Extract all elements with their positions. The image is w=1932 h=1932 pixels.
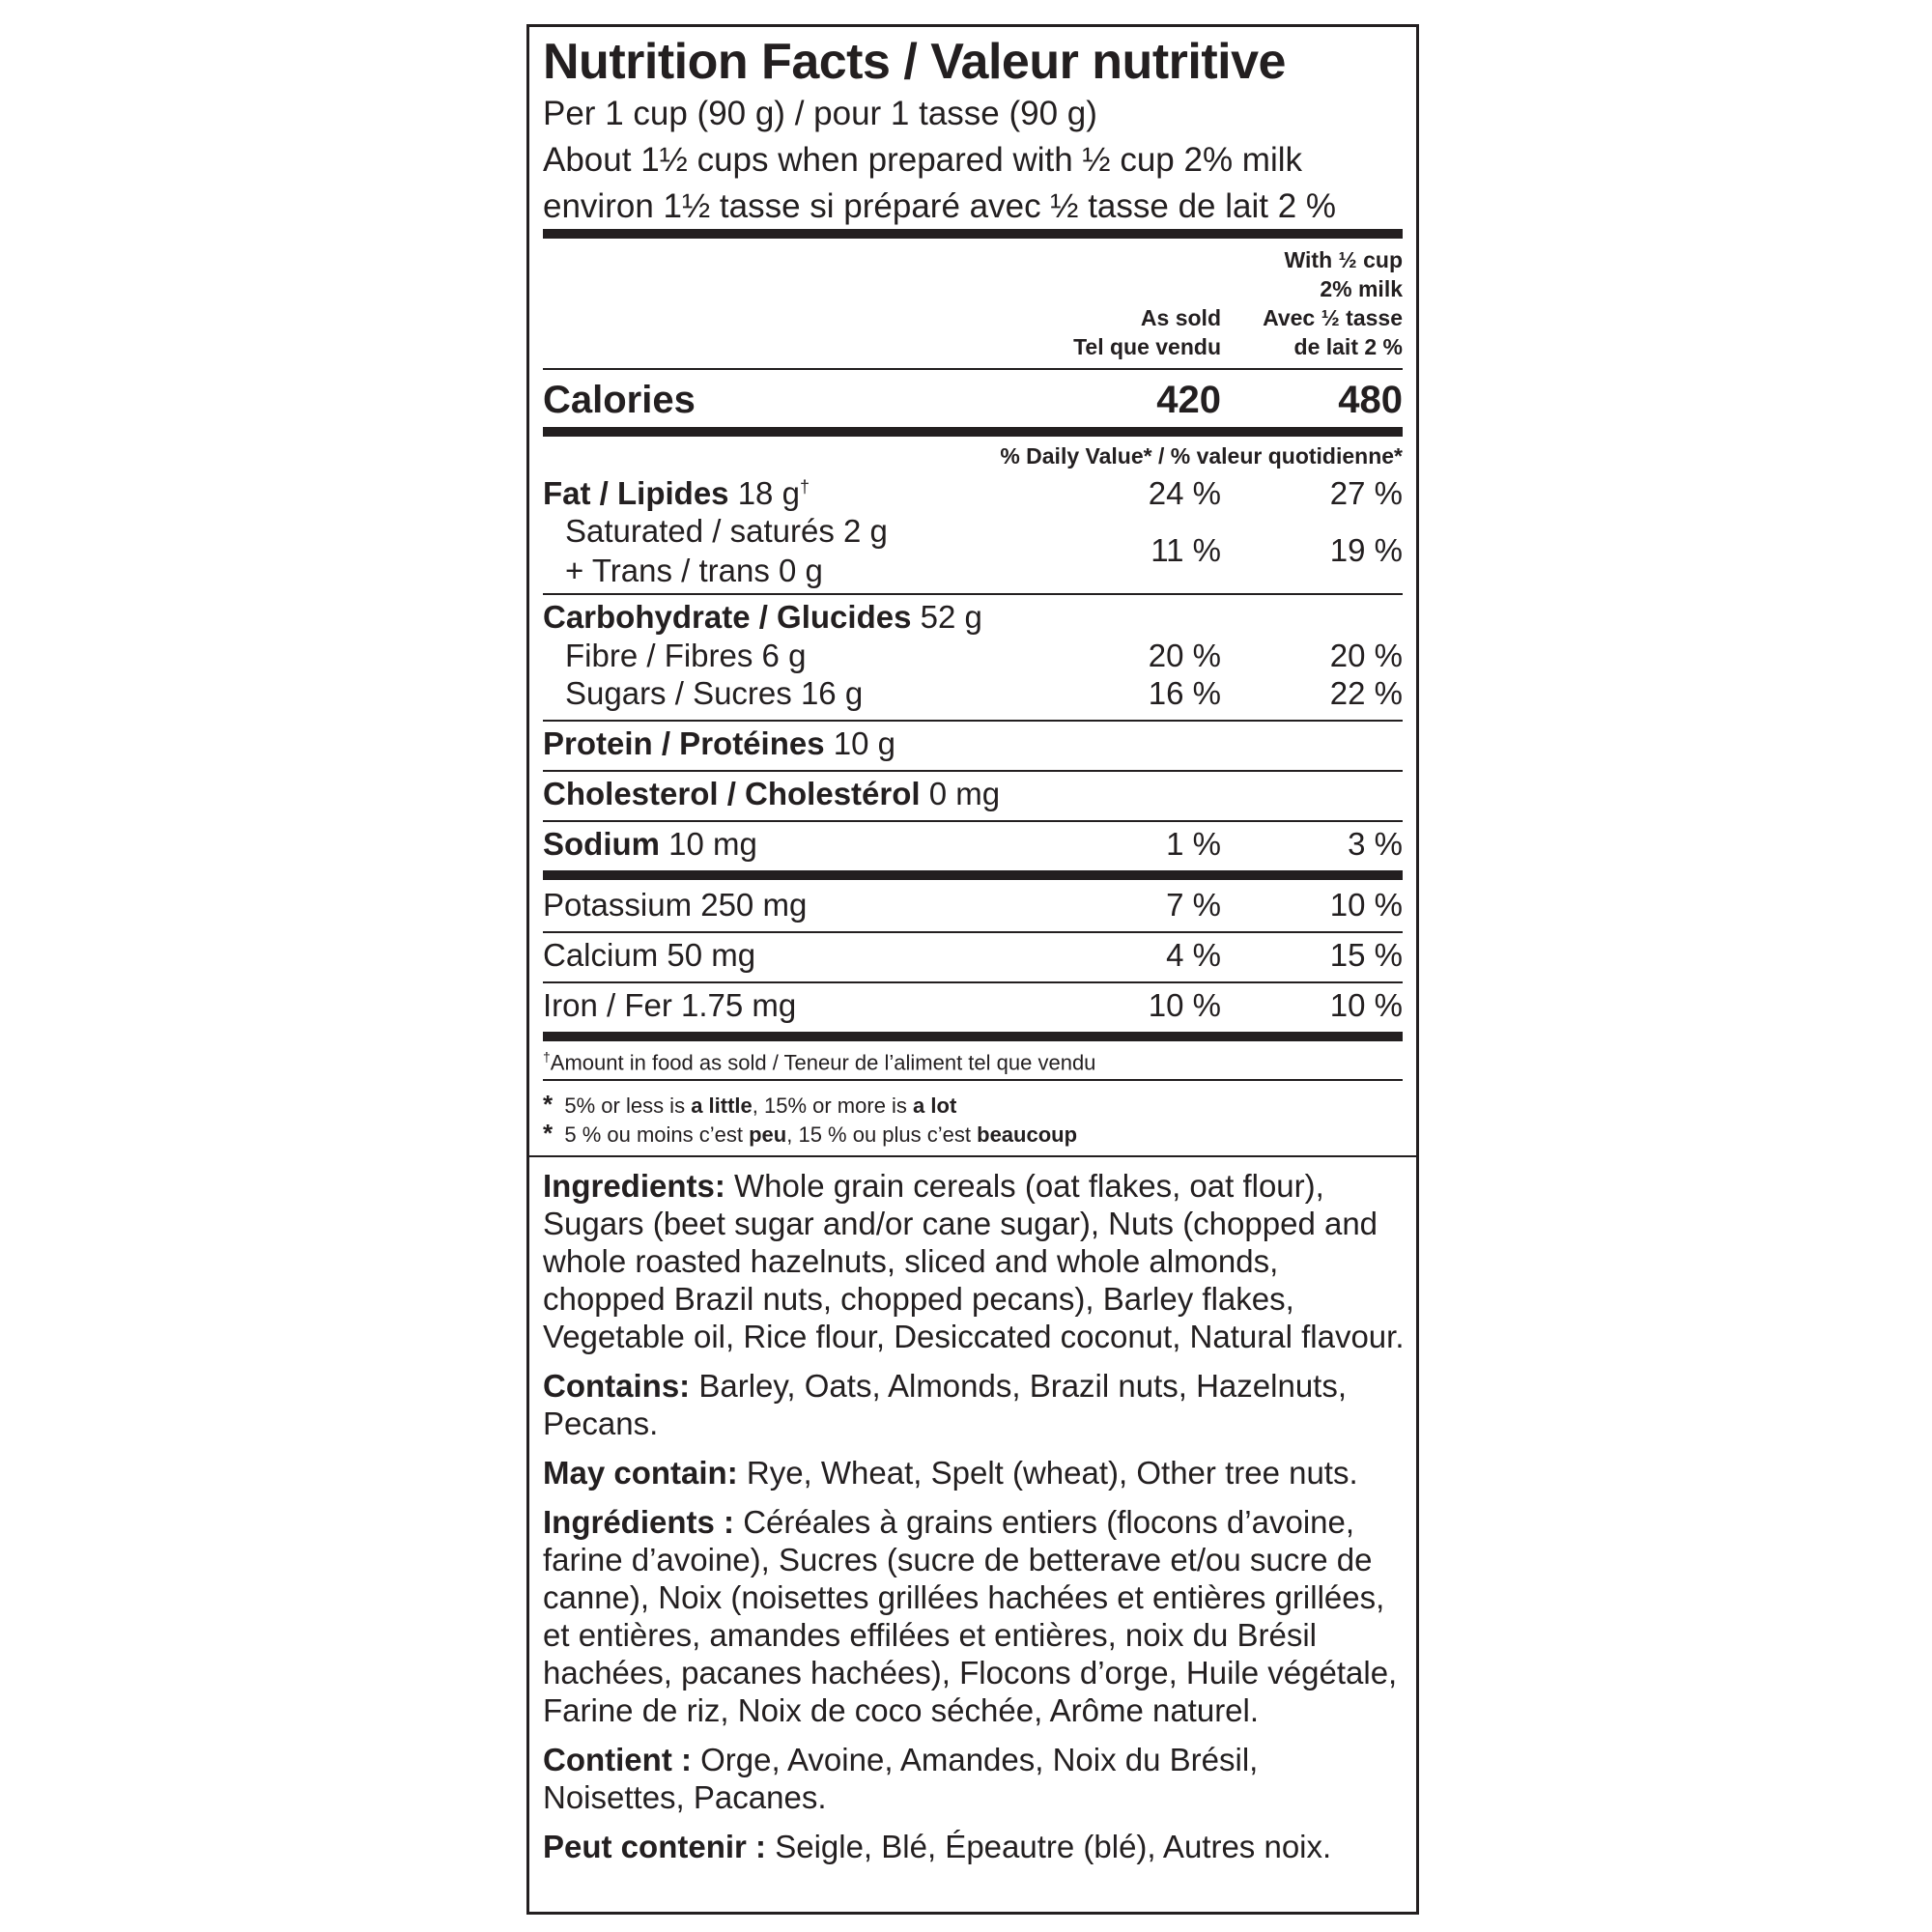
prepared-note-fr: environ 1½ tasse si préparé avec ½ tasse de lait 2 % <box>543 187 1337 225</box>
thick-divider <box>543 1032 1403 1041</box>
thick-divider <box>543 870 1403 880</box>
calories-with-milk: 480 <box>1338 379 1403 421</box>
iron-with-milk: 10 % <box>1329 987 1403 1023</box>
divider <box>543 770 1403 772</box>
saturated-as-sold: 11 % <box>1151 532 1221 568</box>
fibre-with-milk: 20 % <box>1329 638 1403 673</box>
divider <box>543 981 1403 983</box>
ingredients-fr: Ingrédients : Céréales à grains entiers (flocons d’avoine, farine d’avoine), Sucres (sucre de betterave et/ou sucre de canne), Noix (noisettes grillées hachées et entières grillées, et entières, amandes effilées et entières, noix du Brésil hachées, pacanes hachées), Flocons d’orge, Huile végétale, Farine de riz, Noix de coco séchée, Arôme naturel. <box>543 1504 1398 1728</box>
panel-title: Nutrition Facts / Valeur nutritive <box>543 34 1286 90</box>
divider <box>543 593 1403 595</box>
calories-as-sold: 420 <box>1156 379 1221 421</box>
contains-fr: Contient : Orge, Avoine, Amandes, Noix du Brésil, Noisettes, Pacanes. <box>543 1742 1259 1815</box>
nutrient-row-sodium: Sodium 10 mg 1 % 3 % <box>543 826 1403 862</box>
calories-label: Calories <box>543 379 696 421</box>
fat-as-sold: 24 % <box>1148 475 1221 511</box>
potassium-as-sold: 7 % <box>1166 887 1221 923</box>
potassium-with-milk: 10 % <box>1329 887 1403 923</box>
calcium-as-sold: 4 % <box>1166 937 1221 973</box>
iron-as-sold: 10 % <box>1148 987 1221 1023</box>
nutrient-row-carbohydrate: Carbohydrate / Glucides 52 g <box>543 599 982 635</box>
fibre-as-sold: 20 % <box>1148 638 1221 673</box>
calcium-with-milk: 15 % <box>1329 937 1403 973</box>
footnote-en: * 5% or less is a little, 15% or more is a lot <box>543 1090 957 1119</box>
nutrient-row-cholesterol: Cholesterol / Cholestérol 0 mg <box>543 776 1001 811</box>
nutrient-row-fibre: Fibre / Fibres 6 g 20 % 20 % <box>565 638 1403 673</box>
section-divider <box>529 1155 1416 1157</box>
nutrient-row-sugars: Sugars / Sucres 16 g 16 % 22 % <box>565 675 1403 711</box>
with-milk-header: With ½ cup 2% milk Avec ½ tasse de lait 2 % <box>1263 247 1403 359</box>
ingredients-block <box>543 1167 1406 1865</box>
sugars-with-milk: 22 % <box>1329 675 1403 711</box>
sodium-with-milk: 3 % <box>1348 826 1403 862</box>
nutrient-row-potassium: Potassium 250 mg 7 % 10 % <box>543 887 1403 923</box>
divider <box>543 1079 1403 1081</box>
daily-value-header: % Daily Value* / % valeur quotidienne* <box>1000 443 1403 469</box>
footnote-dagger: †Amount in food as sold / Teneur de l’aliment tel que vendu <box>543 1049 1096 1075</box>
nutrition-facts-panel <box>526 24 1419 1915</box>
sugars-as-sold: 16 % <box>1148 675 1221 711</box>
divider <box>543 720 1403 722</box>
thick-divider <box>543 229 1403 239</box>
nutrient-row-iron: Iron / Fer 1.75 mg 10 % 10 % <box>543 987 1403 1023</box>
calories-row <box>543 379 1403 427</box>
divider <box>543 368 1403 370</box>
nutrient-row-fat: Fat / Lipides 18 g† 24 % 27 % <box>543 475 1403 511</box>
sodium-as-sold: 1 % <box>1166 826 1221 862</box>
serving-size: Per 1 cup (90 g) / pour 1 tasse (90 g) <box>543 95 1097 132</box>
may-contain-fr: Peut contenir : Seigle, Blé, Épeautre (blé), Autres noix. <box>543 1829 1332 1864</box>
contains-en: Contains: Barley, Oats, Almonds, Brazil nuts, Hazelnuts, Pecans. <box>543 1368 1348 1441</box>
footnote-fr: * 5 % ou moins c’est peu, 15 % ou plus c’est beaucoup <box>543 1119 1078 1148</box>
may-contain-en: May contain: Rye, Wheat, Spelt (wheat), Other tree nuts. <box>543 1455 1358 1491</box>
saturated-with-milk: 19 % <box>1329 532 1403 568</box>
fat-with-milk: 27 % <box>1329 475 1403 511</box>
divider <box>543 820 1403 822</box>
ingredients-en: Ingredients: Whole grain cereals (oat flakes, oat flour), Sugars (beet sugar and/or cane sugar), Nuts (chopped and whole roasted hazelnuts, sliced and whole almonds, chopped Brazil nuts, chopped pecans), Barley flakes, Vegetable oil, Rice flour, Desiccated coconut, Natural flavour. <box>543 1168 1405 1354</box>
nutrient-row-saturated-trans: Saturated / saturés 2 g + Trans / trans 0 g 11 % 19 % <box>565 513 1403 588</box>
divider <box>543 931 1403 933</box>
thick-divider <box>543 427 1403 437</box>
as-sold-header: As sold Tel que vendu <box>1073 305 1221 359</box>
nutrient-row-protein: Protein / Protéines 10 g <box>543 725 895 761</box>
nutrient-row-calcium: Calcium 50 mg 4 % 15 % <box>543 937 1403 973</box>
prepared-note-en: About 1½ cups when prepared with ½ cup 2% milk <box>543 141 1302 179</box>
